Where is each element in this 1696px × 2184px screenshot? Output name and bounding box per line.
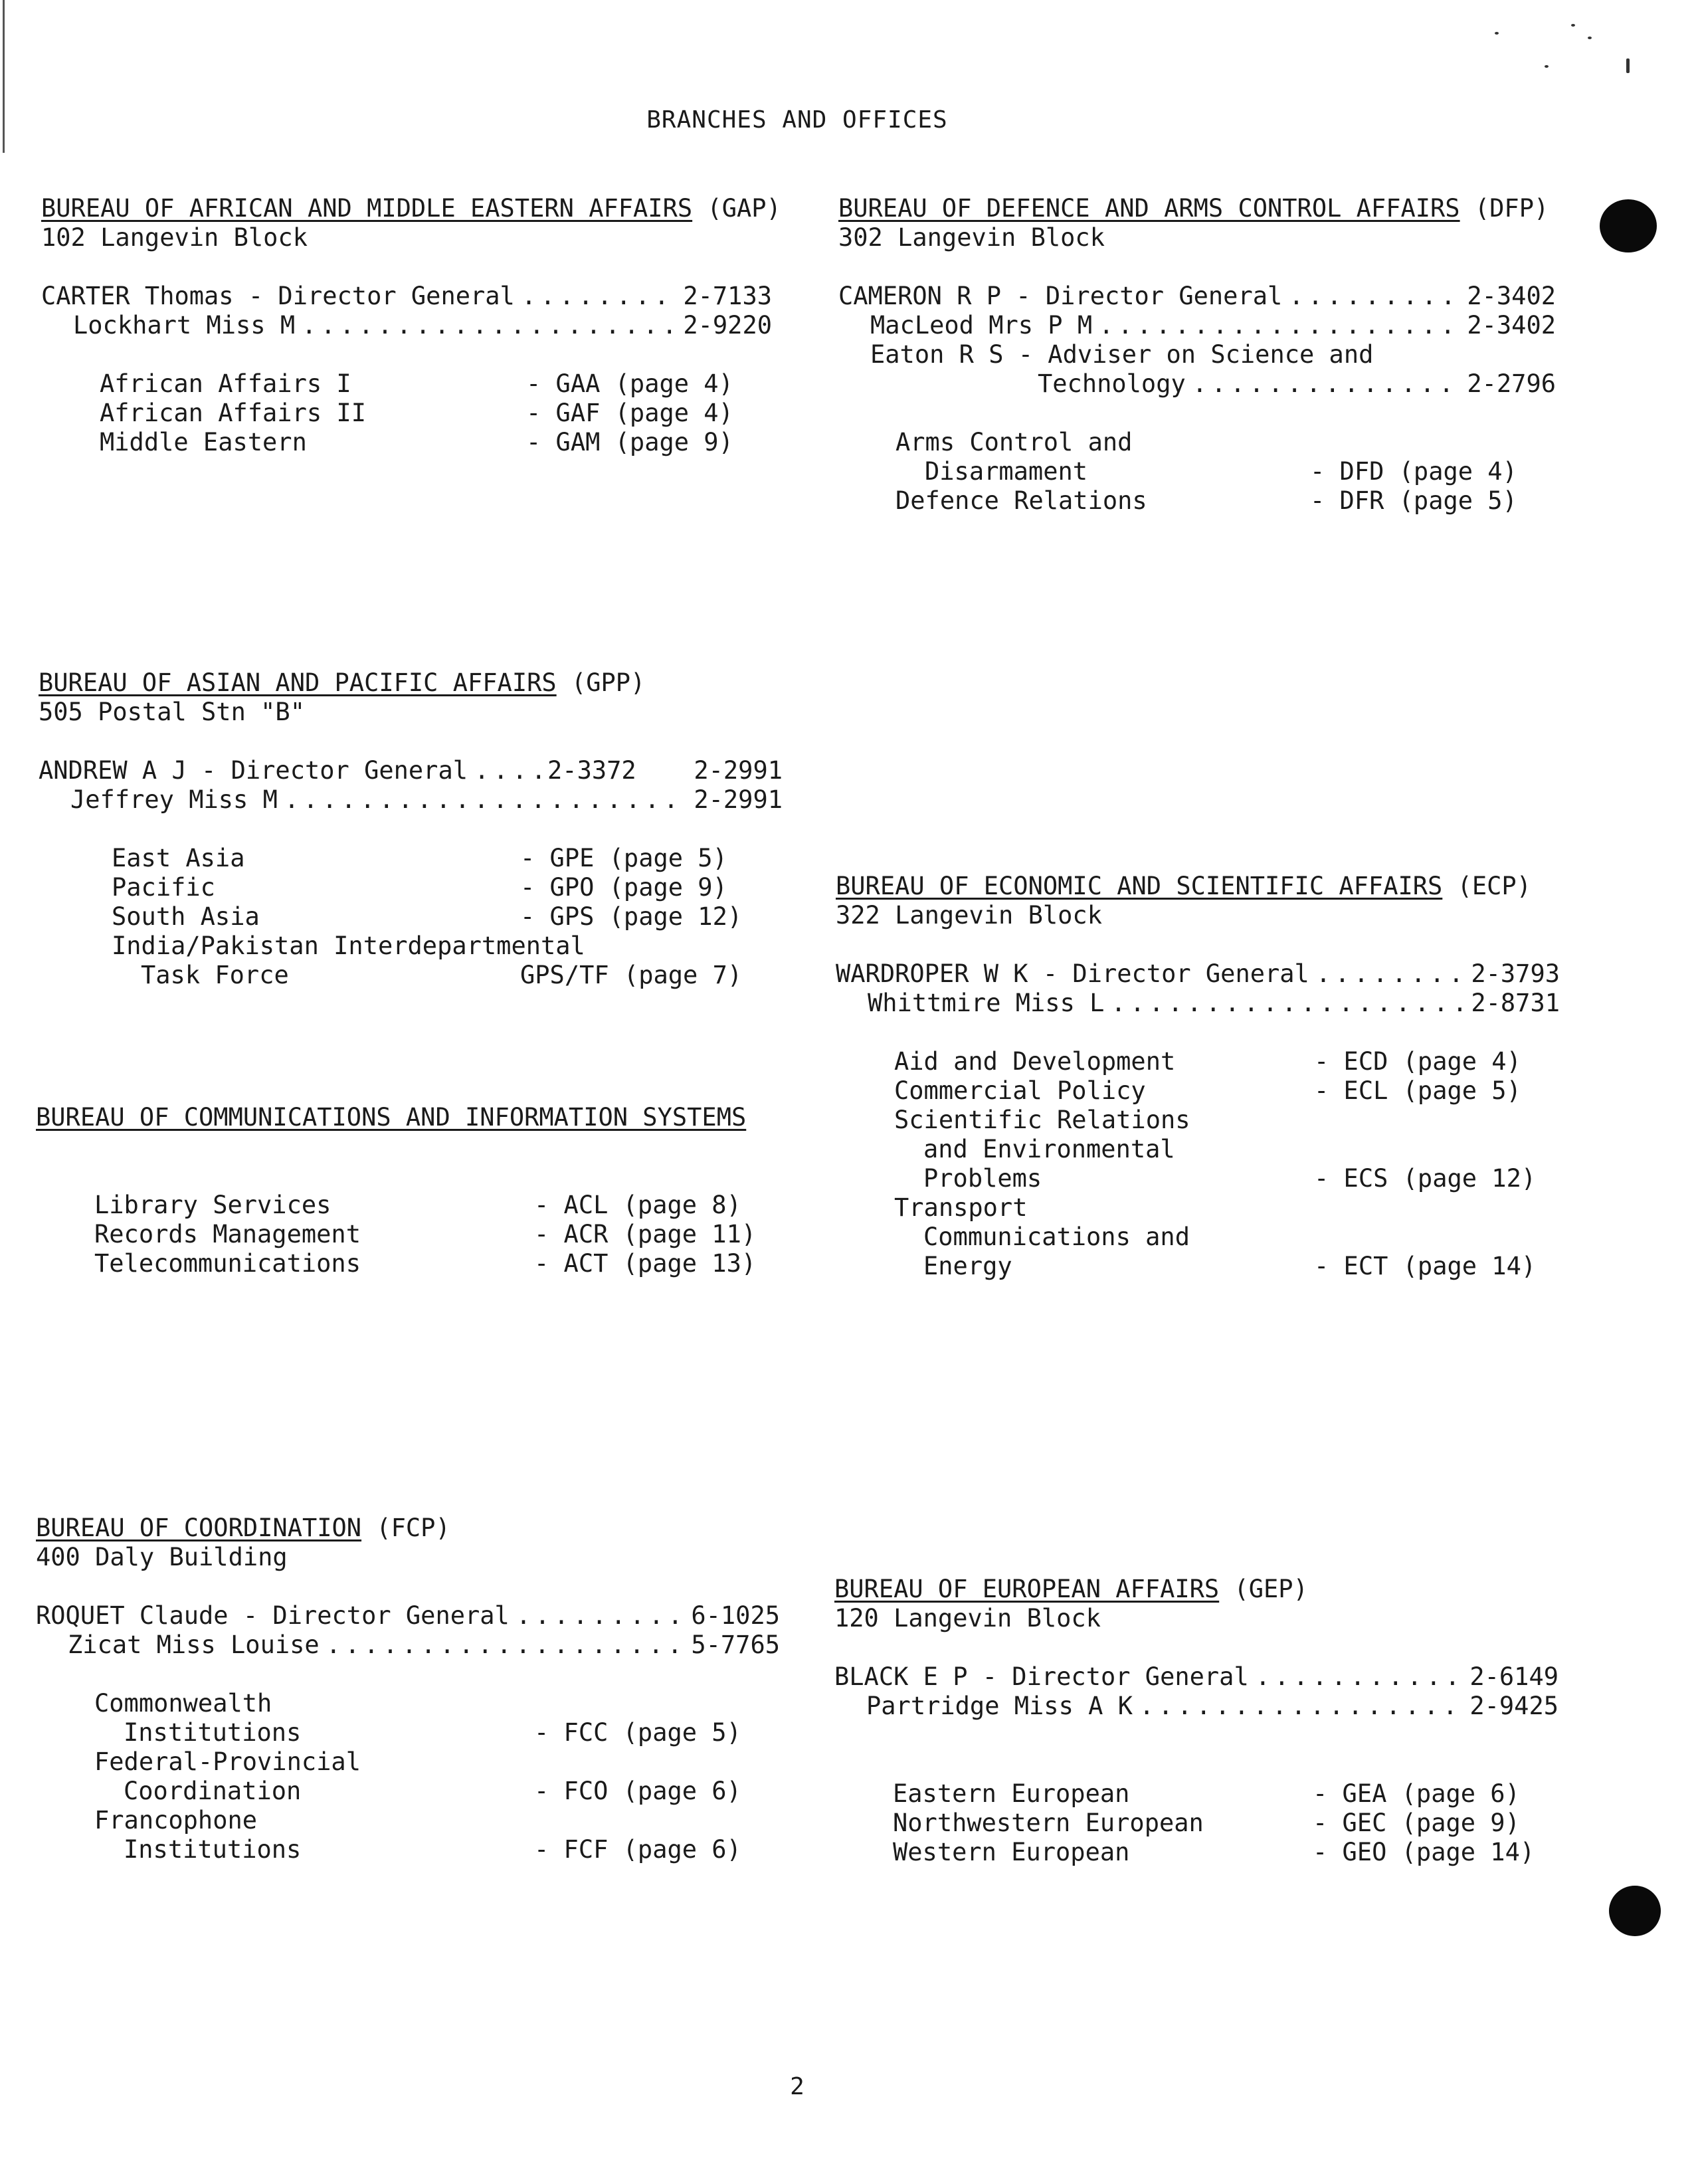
unit-row: Aid and Development - ECD (page 4) xyxy=(894,1047,1521,1076)
section-ecp xyxy=(836,872,1560,1281)
page-title: BRANCHES AND OFFICES xyxy=(646,106,948,134)
person-row: Zicat Miss Louise . . . 5-7765 xyxy=(36,1631,780,1660)
unit-row: Communications and xyxy=(923,1223,1190,1251)
person-row: Eaton R S - Adviser on Science and xyxy=(870,340,1374,369)
section-fcp xyxy=(36,1514,780,1864)
unit-row: Middle Eastern - GAM (page 9) xyxy=(100,428,733,456)
section-gap xyxy=(41,194,781,457)
person-row-cont: Technology . . . 2-2796 xyxy=(838,369,1556,399)
unit-row: Federal-Provincial xyxy=(94,1747,361,1776)
section-heading: BUREAU OF ASIAN AND PACIFIC AFFAIRS (GPP) xyxy=(39,668,646,697)
section-heading: BUREAU OF AFRICAN AND MIDDLE EASTERN AFFAIRS (GAP) xyxy=(41,194,781,223)
unit-row: Disarmament - DFD (page 4) xyxy=(925,457,1517,486)
unit-row: Institutions - FCC (page 5) xyxy=(124,1718,741,1747)
section-location: 120 Langevin Block xyxy=(834,1604,1101,1633)
hole-punch-mark xyxy=(1609,1886,1661,1936)
section-location: 322 Langevin Block xyxy=(836,901,1102,930)
unit-row: Institutions - FCF (page 6) xyxy=(124,1835,741,1864)
section-heading: BUREAU OF EUROPEAN AFFAIRS (GEP) xyxy=(834,1575,1308,1603)
person-row: Jeffrey Miss M . . . 2-2991 xyxy=(39,785,783,815)
unit-row: Western European - GEO (page 14) xyxy=(893,1838,1535,1866)
unit-row: Commonwealth xyxy=(94,1689,272,1718)
person-row: ROQUET Claude - Director General . . . 6-1025 xyxy=(36,1601,780,1631)
section-heading: BUREAU OF COMMUNICATIONS AND INFORMATION SYSTEMS xyxy=(36,1103,747,1132)
page-number: 2 xyxy=(790,2073,804,2100)
person-row: ANDREW A J - Director General . . . 2-3372 2-2991 xyxy=(39,756,783,785)
person-row: Whittmire Miss L . . . 2-8731 xyxy=(836,989,1560,1018)
unit-row: Pacific - GPO (page 9) xyxy=(112,873,727,902)
unit-row: Scientific Relations xyxy=(894,1106,1190,1134)
person-row: BLACK E P - Director General . . . 2-6149 xyxy=(834,1662,1558,1692)
unit-row: Arms Control and xyxy=(895,428,1133,456)
section-location: 505 Postal Stn "B" xyxy=(39,698,305,726)
scan-speck xyxy=(1588,37,1592,39)
unit-row: Eastern European - GEA (page 6) xyxy=(893,1779,1520,1808)
hole-punch-mark xyxy=(1600,199,1657,252)
section-cis xyxy=(36,1103,780,1278)
unit-row: Northwestern European - GEC (page 9) xyxy=(893,1809,1520,1837)
unit-row: Commercial Policy - ECL (page 5) xyxy=(894,1076,1521,1105)
scan-speck xyxy=(1495,32,1499,35)
section-gpp xyxy=(39,668,783,990)
section-dfp xyxy=(838,194,1556,516)
person-row: CARTER Thomas - Director General . . . 2-7133 xyxy=(41,282,772,311)
unit-row: and Environmental xyxy=(923,1135,1175,1163)
person-row: CAMERON R P - Director General . . . 2-3402 xyxy=(838,282,1556,311)
unit-row: Task Force GPS/TF (page 7) xyxy=(141,961,743,989)
unit-row: Francophone xyxy=(94,1806,258,1835)
unit-row: African Affairs I - GAA (page 4) xyxy=(100,369,733,398)
unit-row: India/Pakistan Interdepartmental xyxy=(112,932,585,960)
unit-row: East Asia - GPE (page 5) xyxy=(112,844,727,872)
section-location: 302 Langevin Block xyxy=(838,223,1105,252)
person-row: WARDROPER W K - Director General . . . 2-3793 xyxy=(836,959,1560,989)
unit-row: Defence Relations - DFR (page 5) xyxy=(895,486,1517,515)
person-row: MacLeod Mrs P M . . . 2-3402 xyxy=(838,311,1556,340)
scan-speck xyxy=(1571,24,1575,27)
section-heading: BUREAU OF DEFENCE AND ARMS CONTROL AFFAIRS (DFP) xyxy=(838,194,1549,223)
unit-row: Telecommunications - ACT (page 13) xyxy=(94,1249,757,1278)
unit-row: Records Management - ACR (page 11) xyxy=(94,1220,757,1248)
unit-row: Transport xyxy=(894,1193,1028,1222)
scan-speck xyxy=(1626,58,1630,73)
section-location: 102 Langevin Block xyxy=(41,223,308,252)
unit-row: Problems - ECS (page 12) xyxy=(923,1164,1537,1193)
section-heading: BUREAU OF COORDINATION (FCP) xyxy=(36,1514,450,1542)
unit-row: Coordination - FCO (page 6) xyxy=(124,1777,741,1805)
section-location: 400 Daly Building xyxy=(36,1543,288,1571)
section-heading: BUREAU OF ECONOMIC AND SCIENTIFIC AFFAIRS (ECP) xyxy=(836,872,1531,900)
unit-row: Energy - ECT (page 14) xyxy=(923,1252,1537,1280)
section-gep xyxy=(834,1575,1558,1867)
unit-row: Library Services - ACL (page 8) xyxy=(94,1191,741,1219)
unit-row: South Asia - GPS (page 12) xyxy=(112,902,743,931)
person-row: Partridge Miss A K . . . 2-9425 xyxy=(834,1692,1558,1721)
unit-row: African Affairs II - GAF (page 4) xyxy=(100,399,733,427)
person-row: Lockhart Miss M . . . 2-9220 xyxy=(41,311,772,340)
scan-speck xyxy=(1545,65,1549,68)
